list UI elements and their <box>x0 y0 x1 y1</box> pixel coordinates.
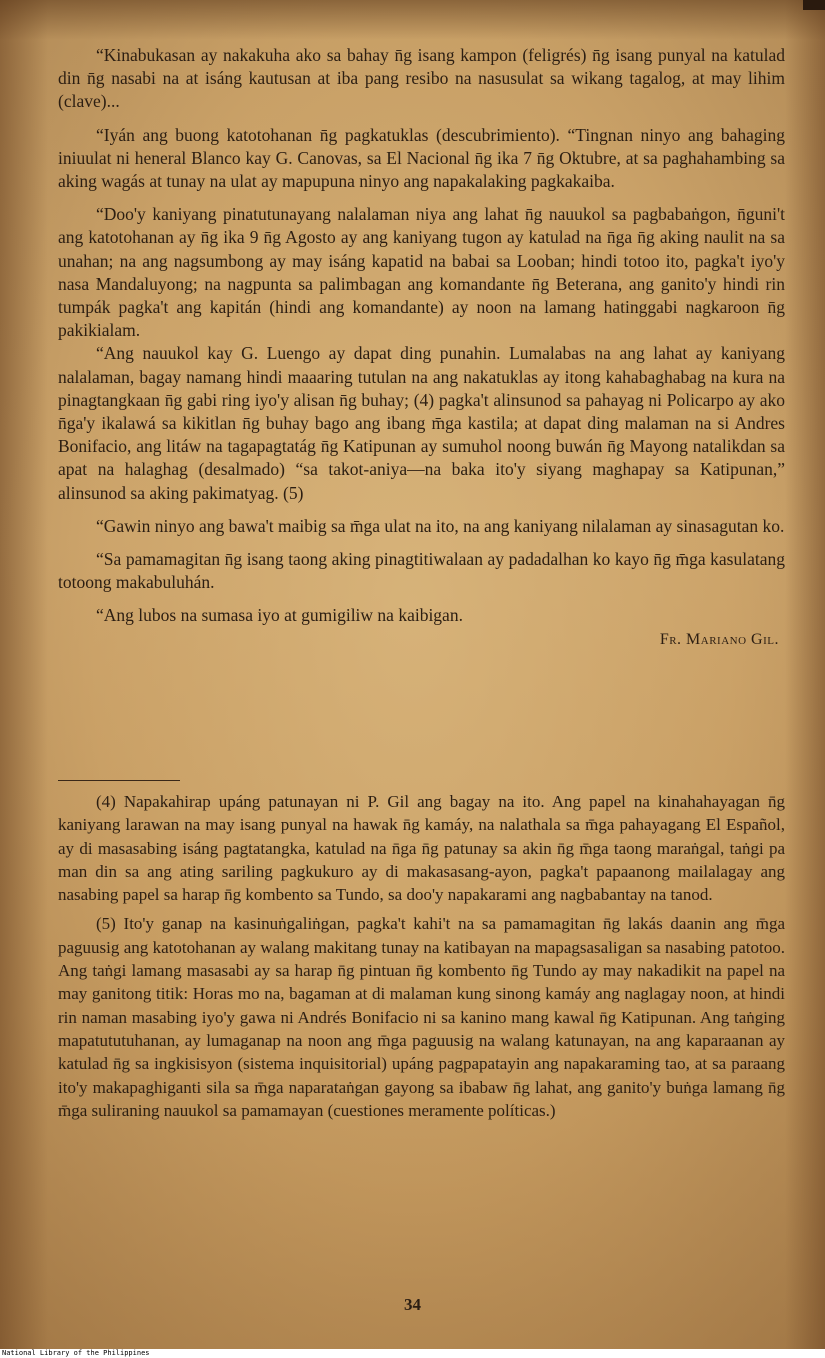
paragraph: “Sa pamamagitan n̄g isang taong aking pinagtitiwalaan ay padadalhan ko kayo n̄g m̄ga kasulatang totoong makabuluhán. <box>58 549 785 593</box>
paragraph: “Doo'y kaniyang pinatutunayang nalalaman niya ang lahat n̄g nauukol sa pagbabaṅgon, n̄guni't ang katotohanan ay n̄g ika 9 n̄g Agosto ay ang kaniyang tugon ay katulad na n̄ga n̄g aking naulit na sa unahan; na ang nagsumbong ay may isáng kapatid na babai sa Looban; hindi totoo ito, pagka't iyo'y nasa Mandaluyong; na nagpunta sa palimbagan ang komandante n̄g Beterana, ang ganito'y hindi rin tumpák pagka't ang kapitán (hindi ang komandante) ay noon na lamang hatinggabi nagkaroon n̄g pakikialam. <box>58 204 785 341</box>
paragraph: “Gawin ninyo ang bawa't maibig sa m̄ga ulat na ito, na ang kaniyang nilalaman ay sinasagutan ko. <box>96 515 785 536</box>
paragraph: “Iyán ang buong katotohanan n̄g pagkatuklas (descubrimiento). “Tingnan ninyo ang bahaging iniuulat ni heneral Blanco kay G. Canovas, sa El Nacional n̄g ika 7 n̄g Oktubre, at sa paghahambing sa aking wagás at tunay na ulat ay mapupuna ninyo ang napakalaking pagkakaiba. <box>58 124 785 192</box>
library-credit: National Library of the Philippines <box>2 1349 150 1357</box>
paragraph: “Ang nauukol kay G. Luengo ay dapat ding punahin. Lumalabas na ang lahat ay kaniyang nalalaman, bagay namang hindi maaaring tutulan na ang nakatuklas ay itong kahabaghabag na kura na pinagtangkaan n̄g gabi ring iyo'y alisan n̄g buhay; (4) pagka't alinsunod sa pahayag ni Policarpo ay ako n̄ga'y ikalawá sa kikitlan n̄g buhay bago ang ibang m̄ga kastila; at dapat ding malaman na si Andres Bonifacio, ang litáw na tagapagtatág n̄g Katipunan ay sumuhol noong buwán n̄g Mayong natalikdan sa apat na halaghag (desalmado) “sa takot-aniya—na baka ito'y siyang maghapay sa Katipunan,” alinsunod sa aking pakimatyag. (5) <box>58 343 785 503</box>
footnote-rule <box>58 780 180 781</box>
page-number: 34 <box>404 1295 421 1314</box>
paragraph: “Ang lubos na sumasa iyo at gumigiliw na kaibigan. <box>96 605 463 626</box>
page-shadow-top <box>0 0 825 40</box>
page-shadow-left <box>0 0 48 1349</box>
paragraph: “Kinabukasan ay nakakuha ako sa bahay n̄g isang kampon (feligrés) n̄g isang punyal na katulad din n̄g nasabi na at isáng kautusan at iba pang resibo na nasusulat sa wikang tagalog, at may lihim (clave)... <box>58 45 785 112</box>
footnote-4: (4) Napakahirap upáng patunayan ni P. Gil ang bagay na ito. Ang papel na kinahahayagan n̄g kaniyang larawan na may isang punyal na hawak n̄g kamáy, na nalathala sa m̄ga pahayagang El Español, ay di masasabing isáng pagtatangka, katulad na n̄ga n̄g patunay sa akin n̄g m̄ga taong maraṅgal, taṅgi pa man din sa ang ating sariling pagkukuro ay di makasasang-ayon, pagka't papaanong mailalagay ang nasabing papel sa harap n̄g kombento sa Tundo, sa doo'y napakarami ang nagbabantay na tanod. <box>58 792 785 905</box>
signature: Fr. Mariano Gil. <box>659 630 779 648</box>
main-text <box>58 44 785 651</box>
footnote-5: (5) Ito'y ganap na kasinuṅgaliṅgan, pagka't kahi't na sa pamamagitan n̄g lakás daanin ang m̄ga paguusig ang katotohanan ay walang makitang tunay na katibayan na mapagsasaligan sa nasabing patotoo. Ang taṅgi lamang masasabi ay sa harap n̄g pintuan n̄g kombento n̄g Tundo ay may nakadikit na papel na may ganitong titik: Horas mo na, bagaman at di malaman kung sinong kamáy ang naglagay noon, at hindi rin naman masabing iyo'y gawa ni Andrés Bonifacio ni sa kanino mang kawal n̄g Katipunan. Ang taṅging mapatututuhanan, ay lumaganap na noon ang m̄ga paguusig na walang katunayan, na ang kaparaanan ay katulad n̄g sa ingkisisyon (sistema inquisitorial) upáng pagpapatayin ang napakaraming tao, at sa paraang ito'y makapaghiganti sila sa m̄ga naparataṅgan gayong sa ibabaw n̄g lahat, ang ganito'y buṅga lamang n̄g m̄ga suliraning nauukol sa pamamayan (cuestiones meramente políticas.) <box>58 914 785 1120</box>
page-shadow-right <box>785 0 825 1349</box>
scan-corner-mark <box>803 0 825 10</box>
footnotes <box>58 790 785 1122</box>
